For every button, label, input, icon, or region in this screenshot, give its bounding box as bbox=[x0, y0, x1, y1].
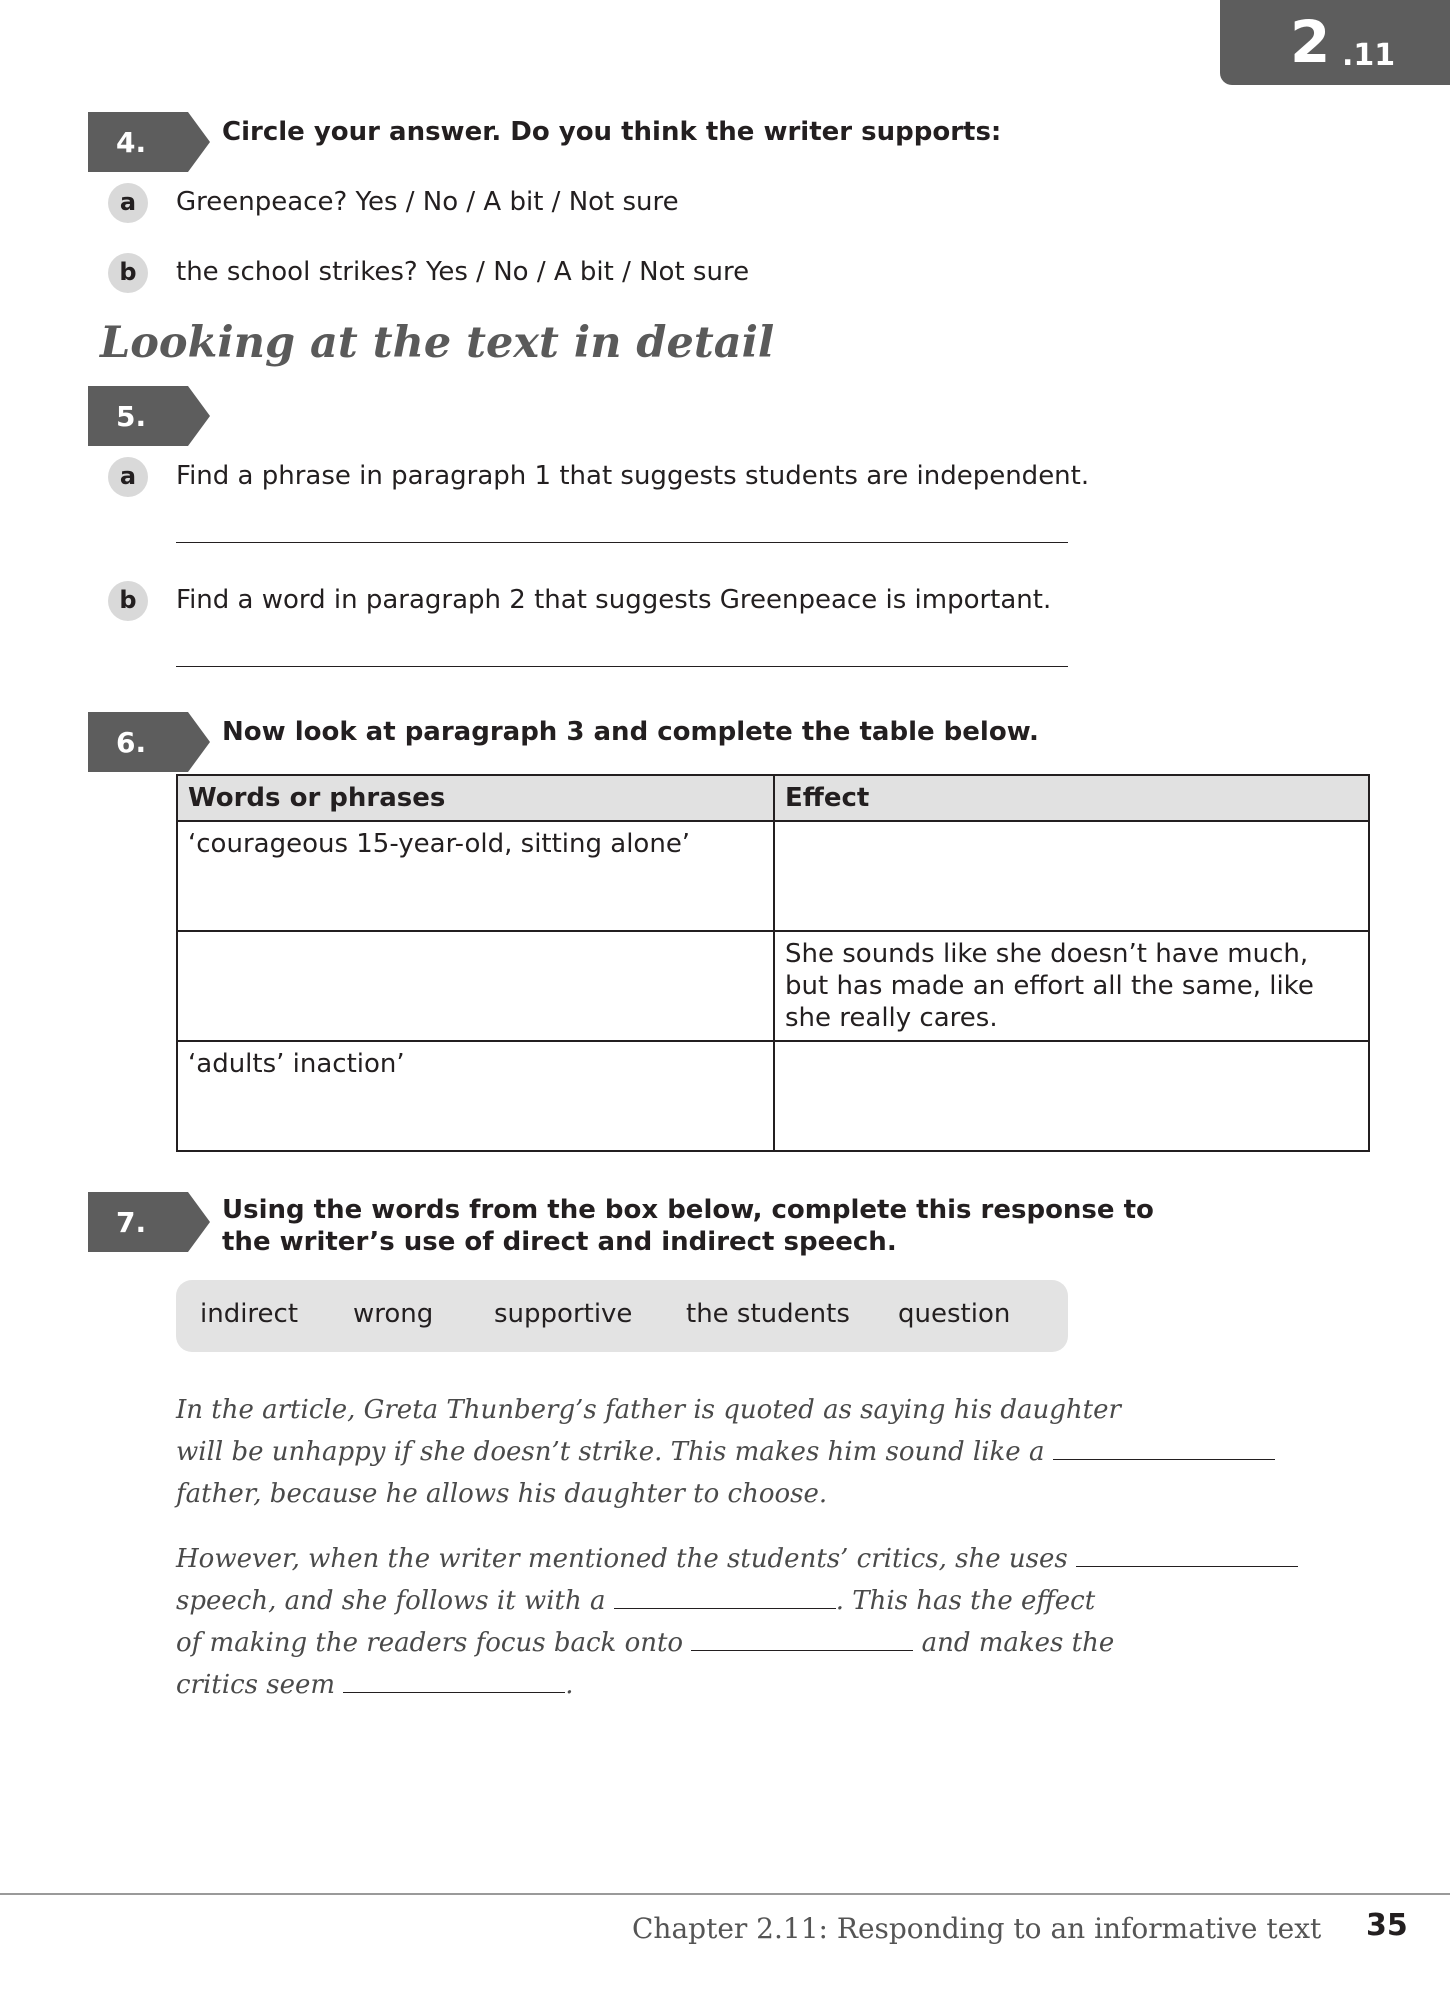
q4-item-b-text[interactable]: the school strikes? Yes / No / A bit / Not sure bbox=[176, 257, 750, 287]
table-row bbox=[177, 1041, 1369, 1151]
blank-3[interactable] bbox=[614, 1582, 836, 1609]
response-line bbox=[176, 1664, 574, 1706]
table-header-words: Words or phrases bbox=[177, 775, 774, 821]
word-box-item: question bbox=[898, 1299, 1011, 1329]
section-badge-major: 2 bbox=[1290, 8, 1331, 76]
response-line bbox=[176, 1622, 1114, 1664]
q5-item-b-text: Find a word in paragraph 2 that suggests Greenpeace is important. bbox=[176, 585, 1052, 615]
blank-4[interactable] bbox=[691, 1624, 913, 1651]
question-5-number: 5. bbox=[88, 386, 188, 446]
question-6-number: 6. bbox=[88, 712, 188, 772]
blank-5[interactable] bbox=[343, 1666, 565, 1693]
q5-item-a-letter: a bbox=[108, 457, 148, 497]
q4-item-b-letter: b bbox=[108, 253, 148, 293]
response-text: of making the readers focus back onto bbox=[176, 1628, 684, 1658]
word-box-item: wrong bbox=[353, 1299, 434, 1329]
table-cell: She sounds like she doesn’t have much, but has made an effort all the same, like she really cares. bbox=[774, 931, 1369, 1041]
response-line: In the article, Greta Thunberg’s father is quoted as saying his daughter bbox=[176, 1395, 1121, 1425]
q4-item-a-text[interactable]: Greenpeace? Yes / No / A bit / Not sure bbox=[176, 187, 679, 217]
response-line bbox=[176, 1580, 1095, 1622]
response-line bbox=[176, 1538, 1298, 1580]
response-line bbox=[176, 1431, 1275, 1473]
word-box-item: supportive bbox=[494, 1299, 633, 1329]
table-row bbox=[177, 821, 1369, 931]
table-header-effect: Effect bbox=[774, 775, 1369, 821]
q5-a-answer-line[interactable] bbox=[176, 542, 1068, 543]
question-7-prompt-line1: Using the words from the box below, complete this response to bbox=[222, 1195, 1154, 1225]
response-text: However, when the writer mentioned the students’ critics, she uses bbox=[176, 1544, 1068, 1574]
footer-divider bbox=[0, 1893, 1450, 1895]
table-header-row bbox=[177, 775, 1369, 821]
footer-chapter-title: Chapter 2.11: Responding to an informative text bbox=[632, 1912, 1322, 1945]
blank-2[interactable] bbox=[1076, 1540, 1298, 1567]
response-line: father, because he allows his daughter to choose. bbox=[176, 1479, 828, 1509]
question-4-number: 4. bbox=[88, 112, 188, 172]
page-number: 35 bbox=[1366, 1908, 1408, 1943]
response-text: critics seem bbox=[176, 1670, 336, 1700]
response-text: speech, and she follows it with a bbox=[176, 1586, 606, 1616]
table-cell: ‘adults’ inaction’ bbox=[177, 1041, 774, 1151]
table-cell-blank[interactable] bbox=[774, 821, 1369, 931]
word-box bbox=[176, 1280, 1068, 1352]
word-box-item: the students bbox=[686, 1299, 850, 1329]
section-badge bbox=[1220, 0, 1450, 85]
q5-b-answer-line[interactable] bbox=[176, 666, 1068, 667]
table-cell: ‘courageous 15-year-old, sitting alone’ bbox=[177, 821, 774, 931]
section-badge-minor: .11 bbox=[1342, 38, 1396, 73]
blank-1[interactable] bbox=[1053, 1433, 1275, 1460]
question-7-number: 7. bbox=[88, 1192, 188, 1252]
table-row bbox=[177, 931, 1369, 1041]
q5-item-a-text: Find a phrase in paragraph 1 that suggests students are independent. bbox=[176, 461, 1090, 491]
table-cell-blank[interactable] bbox=[774, 1041, 1369, 1151]
section-heading: Looking at the text in detail bbox=[100, 318, 775, 368]
word-box-item: indirect bbox=[200, 1299, 299, 1329]
response-text: and makes the bbox=[921, 1628, 1115, 1658]
q4-item-a-letter: a bbox=[108, 183, 148, 223]
response-text: will be unhappy if she doesn’t strike. This makes him sound like a bbox=[176, 1437, 1045, 1467]
effect-table bbox=[176, 774, 1370, 1152]
response-text: . This has the effect bbox=[835, 1586, 1096, 1616]
q5-item-b-letter: b bbox=[108, 581, 148, 621]
question-4-prompt: Circle your answer. Do you think the writer supports: bbox=[222, 117, 1002, 147]
question-6-prompt: Now look at paragraph 3 and complete the table below. bbox=[222, 717, 1039, 747]
question-7-prompt-line2: the writer’s use of direct and indirect speech. bbox=[222, 1227, 897, 1257]
table-cell-blank[interactable] bbox=[177, 931, 774, 1041]
response-text: . bbox=[565, 1670, 574, 1700]
